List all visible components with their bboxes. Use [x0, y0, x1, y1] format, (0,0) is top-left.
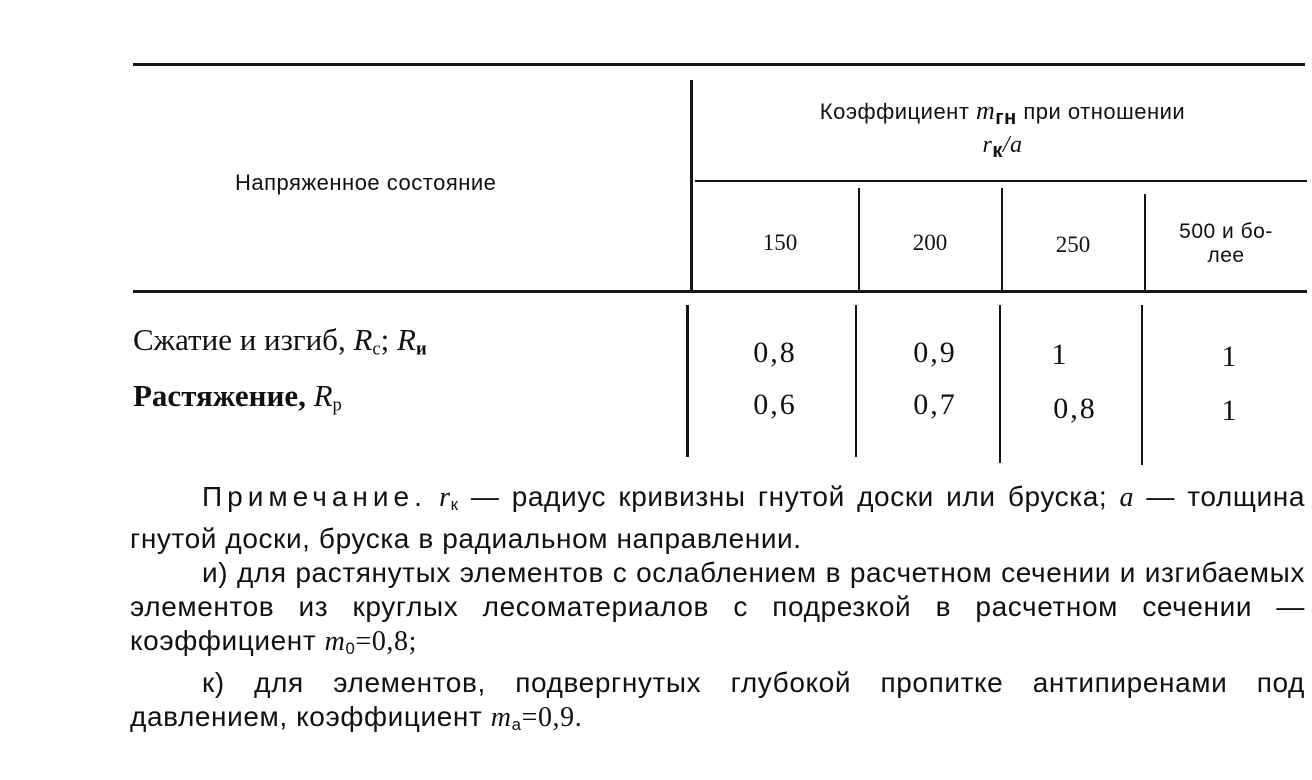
note-paragraph-definitions: Примечание. $r_к$ — радиус кривизны гнутой доски или бруска; a — толщина гнутой доски, бруска в радиальном направлении. — [130, 481, 1305, 555]
table-cell: 0,8 — [753, 336, 797, 369]
note-paragraph-k: к) для элементов, подвергнутых глубокой пропитке антипиренами под давлением, коэффициент $m_a=0,9$. — [130, 667, 1305, 735]
group-header-line2: rк/a — [982, 132, 1023, 162]
table-cell: 1 — [1221, 394, 1239, 427]
group-header-line1: Коэффициент mгн при отношении — [819, 96, 1186, 129]
row-label-compression-bending: Сжатие и изгиб, $R_c$; $R_и$ — [133, 322, 427, 360]
stub-column-rule-header — [690, 80, 693, 290]
column-header-200: 200 — [912, 230, 948, 255]
table-cell: 0,7 — [913, 388, 957, 421]
table-top-rule — [133, 63, 1305, 66]
col3-rule-body — [1141, 305, 1143, 465]
header-bottom-rule — [133, 290, 1307, 293]
note-paragraph-i: и) для растянутых элементов с ослаблением в расчетном сечении и изгибаемых элементов из круглых лесоматериалов с подрезкой в расчетном сечении — коэффициент $m_0=0,8$; — [130, 557, 1305, 659]
group-header — [700, 96, 1305, 163]
stub-header: Напряженное состояние — [235, 170, 497, 195]
table-cell: 1 — [1221, 340, 1239, 373]
table-cell: 0,9 — [913, 336, 957, 369]
table-cell: 1 — [1051, 338, 1069, 371]
column-header-250: 250 — [1055, 232, 1091, 257]
table-note — [130, 480, 1305, 743]
col1-rule-body — [855, 305, 857, 457]
row-label-tension: Растяжение, $R_р$ — [133, 378, 342, 416]
stub-column-rule-body — [686, 305, 689, 457]
col2-rule-body — [999, 305, 1001, 463]
table-cell: 0,8 — [1053, 392, 1097, 425]
group-header-rule — [695, 180, 1307, 182]
column-header-500: 500 и бо- лее — [1179, 220, 1273, 268]
column-header-150: 150 — [762, 230, 798, 255]
table-cell: 0,6 — [753, 388, 797, 421]
